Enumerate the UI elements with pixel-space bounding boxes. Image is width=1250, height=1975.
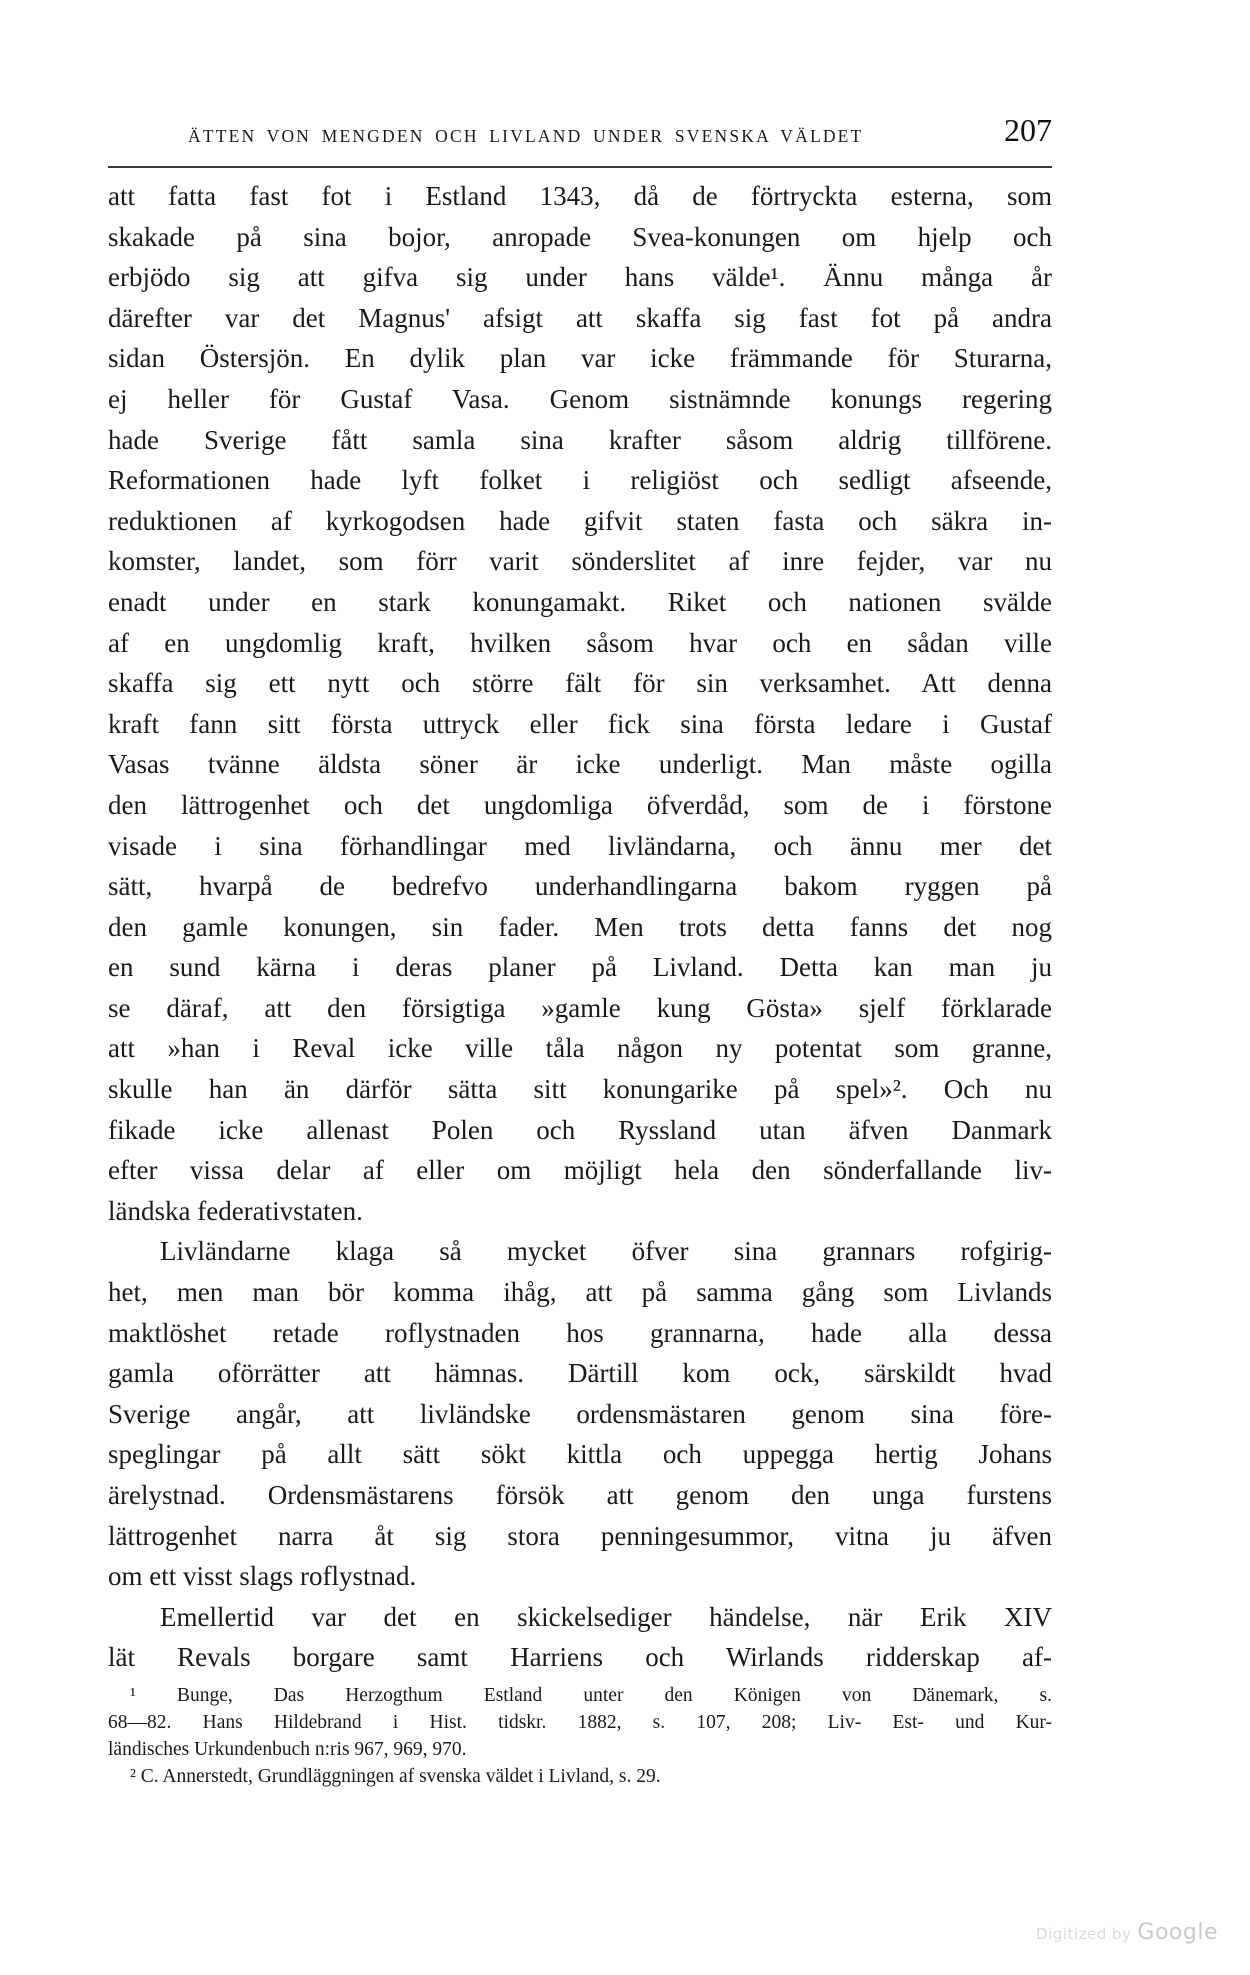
body-text <box>108 176 1052 1678</box>
digitized-watermark <box>1036 1920 1218 1945</box>
text-line: hade Sverige fått samla sina krafter såsom aldrig tillförene. <box>108 424 1052 455</box>
text-line: sidan Östersjön. En dylik plan var icke främmande för Sturarna, <box>108 343 1052 374</box>
running-title: ÄTTEN VON MENGDEN OCH LIVLAND UNDER SVENSKA VÄLDET <box>188 126 864 146</box>
footnotes <box>108 1682 1052 1790</box>
text-line: skakade på sina bojor, anropade Svea-konungen om hjelp och <box>108 221 1052 252</box>
text-line: Vasas tvänne äldsta söner är icke underligt. Man måste ogilla <box>108 749 1052 780</box>
watermark-prefix: Digitized by <box>1036 1925 1132 1943</box>
text-line: ej heller för Gustaf Vasa. Genom sistnämnde konungs regering <box>108 383 1052 414</box>
text-line: att »han i Reval icke ville tåla någon ny potentat som granne, <box>108 1033 1052 1064</box>
text-line: lät Revals borgare samt Harriens och Wirlands ridderskap af- <box>108 1642 1052 1673</box>
text-line: gamla oförrätter att hämnas. Därtill kom ock, särskildt hvad <box>108 1358 1052 1389</box>
text-line: komster, landet, som förr varit sönderslitet af inre fejder, var nu <box>108 546 1052 577</box>
text-line: lättrogenhet narra åt sig stora penningesummor, vitna ju äfven <box>108 1520 1052 1551</box>
page-number: 207 <box>1004 112 1052 148</box>
text-line: enadt under en stark konungamakt. Riket och nationen svälde <box>108 586 1052 617</box>
text-line: Emellertid var det en skickelsediger händelse, när Erik XIV <box>160 1601 1052 1632</box>
text-line: efter vissa delar af eller om möjligt hela den sönderfallande liv- <box>108 1155 1052 1186</box>
text-line: därefter var det Magnus' afsigt att skaffa sig fast fot på andra <box>108 302 1052 333</box>
footnote-line: ² C. Annerstedt, Grundläggningen af svenska väldet i Livland, s. 29. <box>130 1766 661 1787</box>
text-line: maktlöshet retade roflystnaden hos grannarna, hade alla dessa <box>108 1317 1052 1348</box>
footnote-line: ¹ Bunge, Das Herzogthum Estland unter den Königen von Dänemark, s. <box>130 1685 1052 1706</box>
text-line: att fatta fast fot i Estland 1343, då de förtryckta esterna, som <box>108 181 1052 211</box>
text-line: se däraf, att den försigtiga »gamle kung Gösta» sjelf förklarade <box>108 992 1052 1023</box>
text-line: den gamle konungen, sin fader. Men trots detta fanns det nog <box>108 911 1052 942</box>
text-line: skulle han än därför sätta sitt konungarike på spel»². Och nu <box>108 1074 1052 1105</box>
text-line: erbjödo sig att gifva sig under hans välde¹. Ännu många år <box>108 262 1052 293</box>
text-line: Livländarne klaga så mycket öfver sina grannars rofgirig- <box>160 1236 1052 1267</box>
footnote-line: ländisches Urkundenbuch n:ris 967, 969, 970. <box>108 1739 467 1760</box>
text-line: skaffa sig ett nytt och större fält för sin verksamhet. Att denna <box>108 668 1052 699</box>
text-line: speglingar på allt sätt sökt kittla och uppegga hertig Johans <box>108 1439 1052 1470</box>
text-line: fikade icke allenast Polen och Ryssland utan äfven Danmark <box>108 1114 1052 1145</box>
text-line: Reformationen hade lyft folket i religiöst och sedligt afseende, <box>108 465 1052 496</box>
text-line: den lättrogenhet och det ungdomliga öfverdåd, som de i förstone <box>108 789 1052 820</box>
running-header <box>108 112 1052 162</box>
text-line: af en ungdomlig kraft, hvilken såsom hvar och en sådan ville <box>108 627 1052 658</box>
header-rule <box>108 166 1052 168</box>
text-line: sätt, hvarpå de bedrefvo underhandlingarna bakom ryggen på <box>108 871 1052 902</box>
text-line: ländska federativstaten. <box>108 1195 363 1226</box>
text-line: en sund kärna i deras planer på Livland. Detta kan man ju <box>108 952 1052 983</box>
text-line: ärelystnad. Ordensmästarens försök att genom den unga furstens <box>108 1480 1052 1510</box>
footnote-line: 68—82. Hans Hildebrand i Hist. tidskr. 1882, s. 107, 208; Liv- Est- und Kur- <box>108 1712 1052 1733</box>
text-line: visade i sina förhandlingar med livländarna, och ännu mer det <box>108 830 1052 861</box>
text-line: kraft fann sitt första uttryck eller fick sina första ledare i Gustaf <box>108 708 1052 739</box>
text-line: Sverige angår, att livländske ordensmästaren genom sina före- <box>108 1398 1052 1429</box>
text-line: om ett visst slags roflystnad. <box>108 1561 417 1592</box>
text-line: het, men man bör komma ihåg, att på samma gång som Livlands <box>108 1277 1052 1308</box>
watermark-brand: Google <box>1137 1920 1218 1945</box>
text-line: reduktionen af kyrkogodsen hade gifvit staten fasta och säkra in- <box>108 505 1052 536</box>
